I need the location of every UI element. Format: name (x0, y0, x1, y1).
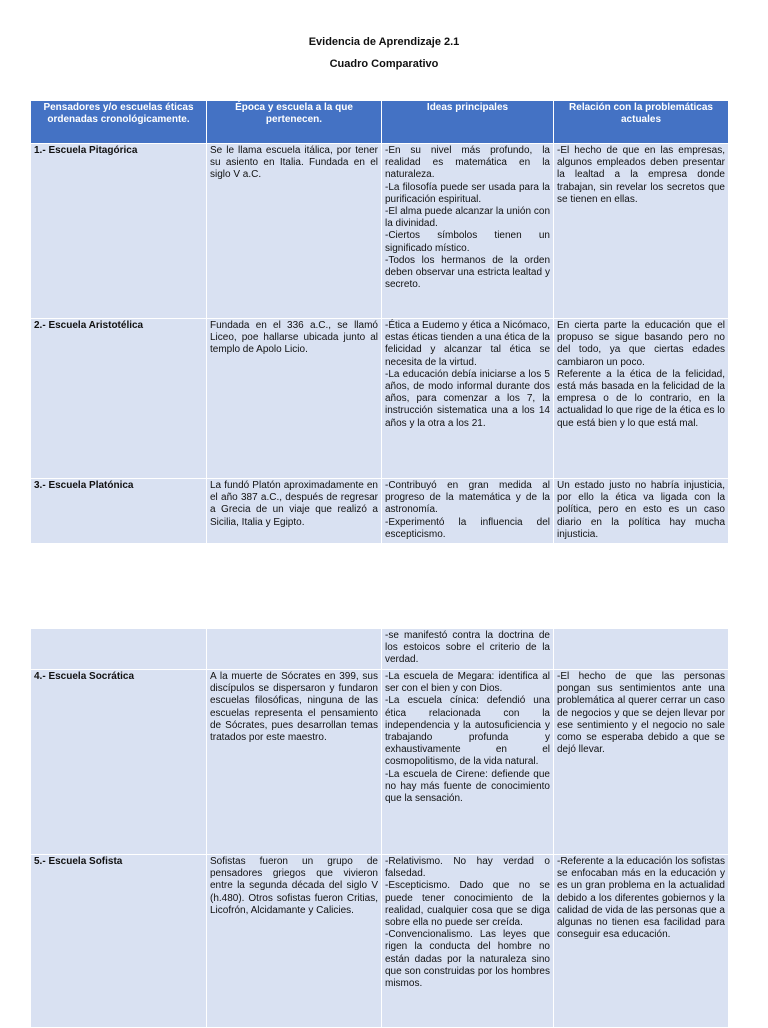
column-header-relation: Relación con la problemáticas actuales (554, 101, 729, 144)
ideas-cell: -Relativismo. No hay verdad o falsedad. -Escepticismo. Dado que no se puede tener conocimiento de la realidad, cualquier cosa que se diga sobre ella no puede ser creída. -Convencionalismo. Las leyes que rigen la conducta del hombre no están dadas por la naturaleza sino que son construidas por los hombres mismos. (382, 855, 554, 1028)
epoch-cell: Se le llama escuela itálica, por tener su asiento en Italia. Fundada en el siglo V a.C. (207, 144, 382, 319)
relation-cell: Un estado justo no habría injusticia, por ello la ética va ligada con la política, pero en esto es un caso diario en la política hay mucha injusticia. (554, 479, 729, 544)
relation-cell: -Referente a la educación los sofistas se enfocaban más en la educación y es un gran problema en la actualidad debido a los diferentes gobiernos y la calidad de vida de las personas que a algunas no tienen esa facilidad para conseguir esa educación. (554, 855, 729, 1028)
school-cell (31, 629, 207, 670)
comparison-table-continued (30, 628, 729, 1028)
school-cell: 5.- Escuela Sofista (31, 855, 207, 1028)
epoch-cell: La fundó Platón aproximadamente en el año 387 a.C., después de regresar a Grecia de un viaje que realizó a Sicilia, Italia y Egipto. (207, 479, 382, 544)
table-row (31, 670, 729, 855)
column-header-epoch: Época y escuela a la que pertenecen. (207, 101, 382, 144)
table-header-row (31, 101, 729, 144)
ideas-cell: -Ética a Eudemo y ética a Nicómaco, estas éticas tienden a una ética de la felicidad y alcanzar tal ética se necesita de la virtud. -La educación debía iniciarse a los 5 años, de modo informal durante dos años, para comenzar a los 7, la instrucción sistematica una a los 14 años y la otra a los 21. (382, 319, 554, 479)
relation-cell: -El hecho de que en las empresas, algunos empleados deben presentar la lealtad a la empresa donde trabajan, sin revelar los secretos que se tienen en ellas. (554, 144, 729, 319)
table-row (31, 144, 729, 319)
comparison-table (30, 100, 729, 544)
epoch-cell: A la muerte de Sócrates en 399, sus discípulos se dispersaron y fundaron escuelas filosóficas, ninguna de las escuelas representa el pensamiento de Sócrates, pues desarrollan temas tratados por este maestro. (207, 670, 382, 855)
school-cell: 3.- Escuela Platónica (31, 479, 207, 544)
relation-cell: -El hecho de que las personas pongan sus sentimientos ante una problemática al querer cerrar un caso de negocios y que se dejen llevar por ese sentimiento y el negocio no sale como se esperaba debido a que se dejó llevar. (554, 670, 729, 855)
ideas-cell: -se manifestó contra la doctrina de los estoicos sobre el criterio de la verdad. (382, 629, 554, 670)
school-cell: 1.- Escuela Pitagórica (31, 144, 207, 319)
column-header-thinkers: Pensadores y/o escuelas éticas ordenadas cronológicamente. (31, 101, 207, 144)
epoch-cell: Sofistas fueron un grupo de pensadores griegos que vivieron entre la segunda década del siglo V (h.480). Otros sofistas fueron Critias, Licofrón, Alcidamante y Calicies. (207, 855, 382, 1028)
column-header-ideas: Ideas principales (382, 101, 554, 144)
ideas-cell: -En su nivel más profundo, la realidad es matemática en la naturaleza. -La filosofía puede ser usada para la purificación espiritual. -El alma puede alcanzar la unión con la divinidad. -Ciertos símbolos tienen un significado místico. -Todos los hermanos de la orden deben observar una estricta lealtad y secreto. (382, 144, 554, 319)
ideas-cell: -Contribuyó en gran medida al progreso de la matemática y de la astronomía. -Experimentó la influencia del escepticismo. (382, 479, 554, 544)
ideas-cell: -La escuela de Megara: identifica al ser con el bien y con Dios. -La escuela cínica: defendió una ética relacionada con la independencia y la autosuficiencia y trabajando profunda y exhaustivamente en el cosmopolitismo, de la vida natural. -La escuela de Cirene: defiende que no hay más fuente de conocimiento que la sensación. (382, 670, 554, 855)
page-title: Evidencia de Aprendizaje 2.1 (308, 36, 460, 48)
table-row (31, 479, 729, 544)
relation-cell: En cierta parte la educación que el propuso se sigue basando pero no del todo, ya que ciertas edades cambiaron un poco. Referente a la ética de la felicidad, está más basada en la felicidad de la empresa o de lo contrario, en la actualidad lo que rige de la ética es lo que está bien y lo que está mal. (554, 319, 729, 479)
epoch-cell (207, 629, 382, 670)
table-row (31, 629, 729, 670)
relation-cell (554, 629, 729, 670)
school-cell: 4.- Escuela Socrática (31, 670, 207, 855)
page-subtitle: Cuadro Comparativo (329, 58, 439, 70)
table-row (31, 319, 729, 479)
school-cell: 2.- Escuela Aristotélica (31, 319, 207, 479)
table-row (31, 855, 729, 1028)
epoch-cell: Fundada en el 336 a.C., se llamó Liceo, poe hallarse ubicada junto al templo de Apolo Licio. (207, 319, 382, 479)
